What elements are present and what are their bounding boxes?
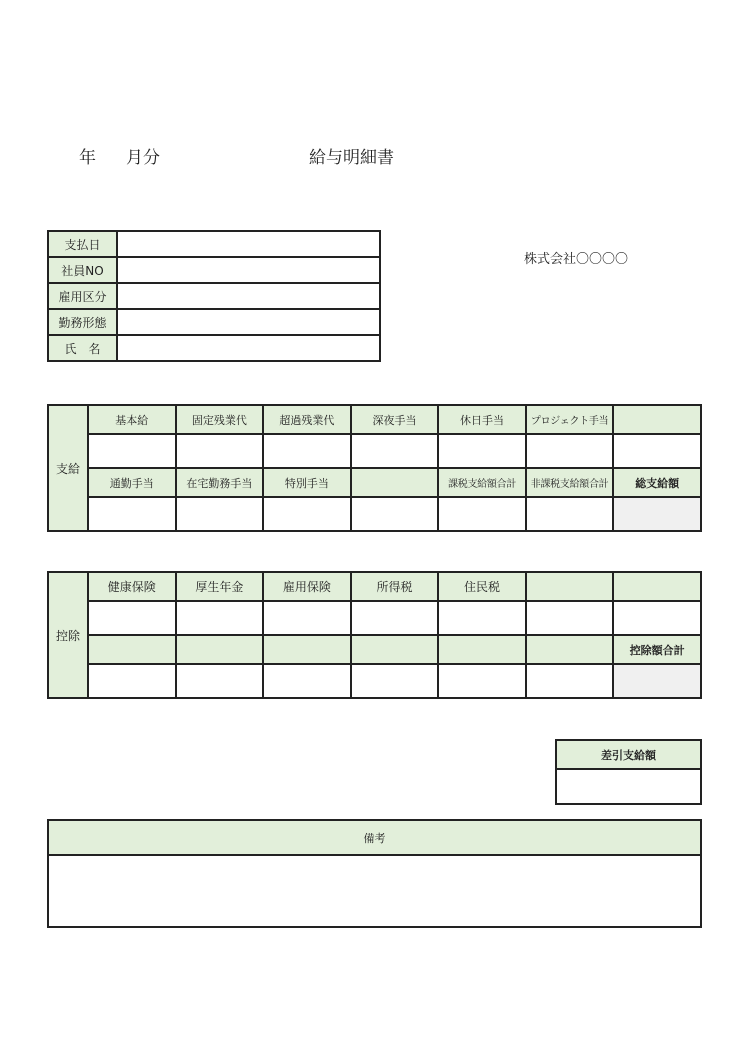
pay-value-cell[interactable] xyxy=(351,434,439,468)
pay-header: 固定残業代 xyxy=(176,405,264,434)
payment-date-field[interactable] xyxy=(117,231,380,257)
name-label: 氏 名 xyxy=(48,335,117,361)
year-label: 年 xyxy=(79,148,96,168)
info-row-name xyxy=(48,335,380,361)
employee-no-label: 社員NO xyxy=(48,257,117,283)
pay-value-cell[interactable] xyxy=(438,434,526,468)
ded-value-cell[interactable] xyxy=(351,601,439,635)
ded-header xyxy=(263,635,351,664)
pay-header: 非課税支給額合計 xyxy=(526,468,614,497)
pay-value-cell[interactable] xyxy=(438,497,526,531)
ded-value-cell[interactable] xyxy=(438,601,526,635)
ded-header: 健康保険 xyxy=(88,572,176,601)
document-title: 給与明細書 xyxy=(309,148,394,168)
ded-value-cell[interactable] xyxy=(351,664,439,698)
pay-value-cell[interactable] xyxy=(351,497,439,531)
pay-header: 在宅勤務手当 xyxy=(176,468,264,497)
ded-value-cell[interactable] xyxy=(88,601,176,635)
pay-header: 休日手当 xyxy=(438,405,526,434)
ded-header: 住民税 xyxy=(438,572,526,601)
pay-value-cell[interactable] xyxy=(176,497,264,531)
pay-value-cell[interactable] xyxy=(526,434,614,468)
pay-value-cell[interactable] xyxy=(176,434,264,468)
ded-header xyxy=(526,572,614,601)
ded-value-cell[interactable] xyxy=(263,601,351,635)
ded-header: 所得税 xyxy=(351,572,439,601)
remarks-field[interactable] xyxy=(48,855,701,927)
pay-value-cell[interactable] xyxy=(613,434,701,468)
pay-header: 深夜手当 xyxy=(351,405,439,434)
remarks-table xyxy=(47,819,702,928)
net-pay-label: 差引支給額 xyxy=(556,740,701,769)
company-name: 株式会社〇〇〇〇 xyxy=(524,252,629,267)
pay-header: 課税支給額合計 xyxy=(438,468,526,497)
ded-header xyxy=(351,635,439,664)
ded-header xyxy=(613,572,701,601)
net-pay-value[interactable] xyxy=(556,769,701,804)
ded-header xyxy=(438,635,526,664)
info-row-work-style xyxy=(48,309,380,335)
month-label: 月分 xyxy=(126,148,160,168)
pay-header: 通勤手当 xyxy=(88,468,176,497)
ded-header xyxy=(88,635,176,664)
ded-value-cell[interactable] xyxy=(263,664,351,698)
total-deduction-header: 控除額合計 xyxy=(613,635,701,664)
ded-header: 雇用保険 xyxy=(263,572,351,601)
ded-header xyxy=(176,635,264,664)
pay-value-cell[interactable] xyxy=(263,434,351,468)
pay-value-cell[interactable] xyxy=(263,497,351,531)
pay-header: 特別手当 xyxy=(263,468,351,497)
work-style-label: 勤務形態 xyxy=(48,309,117,335)
ded-value-cell[interactable] xyxy=(526,664,614,698)
ded-header: 厚生年金 xyxy=(176,572,264,601)
net-pay-table xyxy=(555,739,702,805)
work-style-field[interactable] xyxy=(117,309,380,335)
ded-value-cell[interactable] xyxy=(176,664,264,698)
deduction-section-label: 控除 xyxy=(48,572,88,698)
ded-header xyxy=(526,635,614,664)
employment-type-field[interactable] xyxy=(117,283,380,309)
employee-no-field[interactable] xyxy=(117,257,380,283)
pay-header: 超過残業代 xyxy=(263,405,351,434)
info-row-payment-date xyxy=(48,231,380,257)
pay-header: 基本給 xyxy=(88,405,176,434)
pay-header xyxy=(351,468,439,497)
deduction-table xyxy=(47,571,702,699)
name-field[interactable] xyxy=(117,335,380,361)
employment-type-label: 雇用区分 xyxy=(48,283,117,309)
payment-section-label: 支給 xyxy=(48,405,88,531)
ded-value-cell[interactable] xyxy=(613,601,701,635)
employee-info-table xyxy=(47,230,381,362)
pay-value-cell[interactable] xyxy=(88,497,176,531)
ded-value-cell[interactable] xyxy=(176,601,264,635)
info-row-employee-no xyxy=(48,257,380,283)
ded-value-cell[interactable] xyxy=(526,601,614,635)
payment-table xyxy=(47,404,702,532)
gross-pay-value xyxy=(613,497,701,531)
ded-value-cell[interactable] xyxy=(438,664,526,698)
total-deduction-value xyxy=(613,664,701,698)
info-row-employment-type xyxy=(48,283,380,309)
pay-header: プロジェクト手当 xyxy=(526,405,614,434)
pay-header xyxy=(613,405,701,434)
payment-date-label: 支払日 xyxy=(48,231,117,257)
pay-value-cell[interactable] xyxy=(88,434,176,468)
gross-pay-header: 総支給額 xyxy=(613,468,701,497)
pay-value-cell[interactable] xyxy=(526,497,614,531)
ded-value-cell[interactable] xyxy=(88,664,176,698)
remarks-label: 備考 xyxy=(48,820,701,855)
